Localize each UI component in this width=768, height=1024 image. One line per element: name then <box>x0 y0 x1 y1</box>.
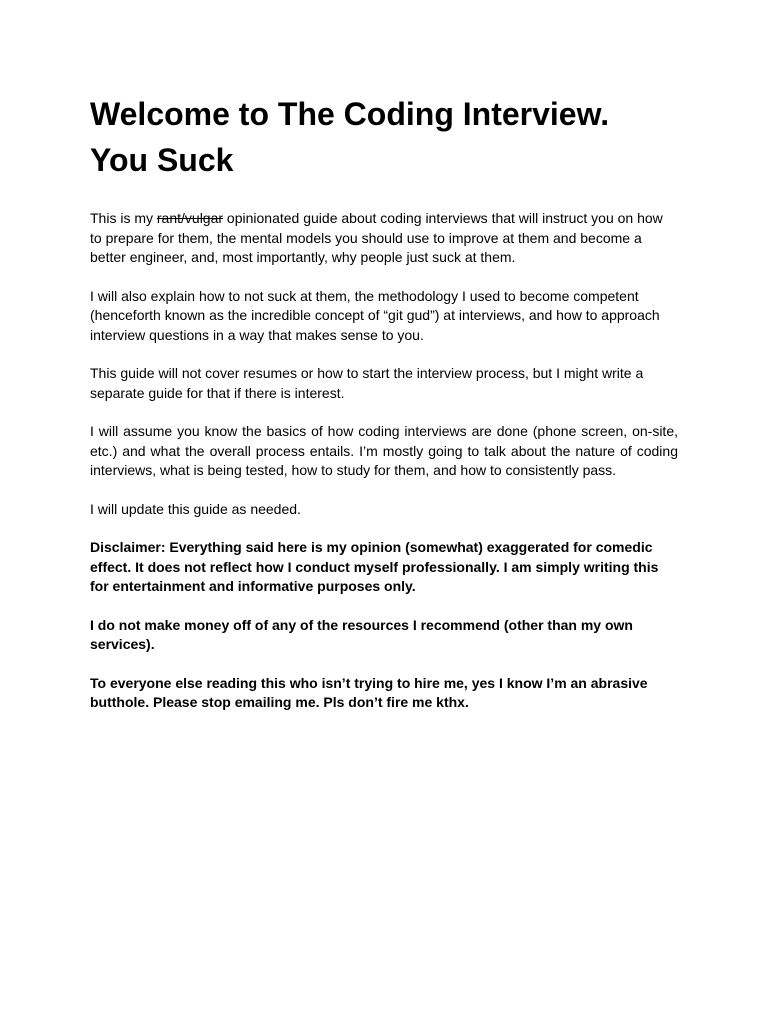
methodology-paragraph: I will also explain how to not suck at them, the methodology I used to become competent (henceforth known as the incredible concept of “git gud”) at interviews, and how to approach interview questions in a way that makes sense to you. <box>90 287 660 343</box>
intro-paragraph <box>90 209 678 268</box>
scope-paragraph: This guide will not cover resumes or how to start the interview process, but I might write a separate guide for that if there is interest. <box>90 365 644 401</box>
intro-rest-text: opinionated guide about coding interviews that will instruct you on how to prepare for them, the mental models you should use to improve at them and become a better engineer, and, most importantly, why people just suck at them. <box>90 210 663 265</box>
assumptions-paragraph: I will assume you know the basics of how coding interviews are done (phone screen, on-site, etc.) and what the overall process entails. I’m mostly going to talk about the nature of coding interviews, what is being tested, how to study for them, and how to consistently pass. <box>90 423 678 478</box>
title-line-1: Welcome to The Coding Interview. <box>90 96 610 132</box>
intro-lead-text: This is my <box>90 210 157 226</box>
closing-note-paragraph: To everyone else reading this who isn’t trying to hire me, yes I know I’m an abrasive butthole. Please stop emailing me. Pls don’t fire me kthx. <box>90 674 648 710</box>
disclaimer-paragraph: Disclaimer: Everything said here is my opinion (somewhat) exaggerated for comedic effect. It does not reflect how I conduct myself professionally. I am simply writing this for entertainment and informative purposes only. <box>90 539 659 594</box>
struck-text: rant/vulgar <box>156 210 224 226</box>
document-title <box>90 91 678 183</box>
title-line-2: You Suck <box>90 142 234 178</box>
money-note-paragraph: I do not make money off of any of the resources I recommend (other than my own services). <box>90 616 633 652</box>
update-paragraph: I will update this guide as needed. <box>90 500 301 517</box>
